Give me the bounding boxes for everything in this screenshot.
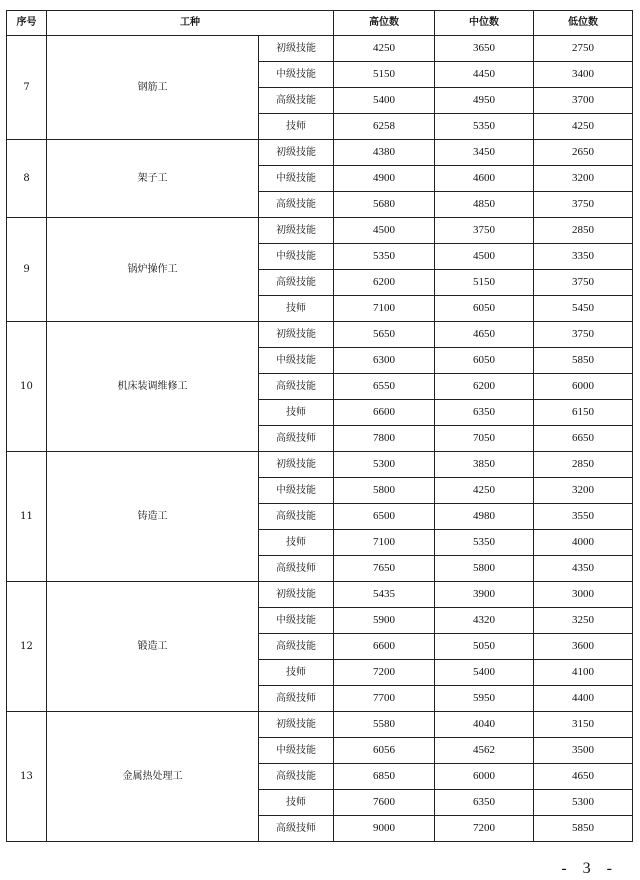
mid-cell: 6050 bbox=[435, 348, 534, 374]
job-cell: 锻造工 bbox=[47, 582, 259, 712]
low-cell: 5450 bbox=[534, 296, 633, 322]
low-cell: 4350 bbox=[534, 556, 633, 582]
high-cell: 6600 bbox=[334, 400, 435, 426]
header-low: 低位数 bbox=[534, 11, 633, 36]
table-row bbox=[7, 712, 633, 738]
mid-cell: 7050 bbox=[435, 426, 534, 452]
low-cell: 3600 bbox=[534, 634, 633, 660]
high-cell: 5435 bbox=[334, 582, 435, 608]
seq-cell: 13 bbox=[7, 712, 47, 842]
mid-cell: 5150 bbox=[435, 270, 534, 296]
mid-cell: 3650 bbox=[435, 36, 534, 62]
level-cell: 高级技能 bbox=[259, 504, 334, 530]
table-body bbox=[7, 36, 633, 842]
low-cell: 3700 bbox=[534, 88, 633, 114]
level-cell: 高级技能 bbox=[259, 764, 334, 790]
high-cell: 7200 bbox=[334, 660, 435, 686]
mid-cell: 4600 bbox=[435, 166, 534, 192]
high-cell: 4250 bbox=[334, 36, 435, 62]
level-cell: 技师 bbox=[259, 790, 334, 816]
seq-cell: 8 bbox=[7, 140, 47, 218]
level-cell: 初级技能 bbox=[259, 140, 334, 166]
high-cell: 5150 bbox=[334, 62, 435, 88]
level-cell: 初级技能 bbox=[259, 712, 334, 738]
mid-cell: 4500 bbox=[435, 244, 534, 270]
job-cell: 铸造工 bbox=[47, 452, 259, 582]
mid-cell: 5050 bbox=[435, 634, 534, 660]
job-cell: 架子工 bbox=[47, 140, 259, 218]
high-cell: 7100 bbox=[334, 296, 435, 322]
job-cell: 金属热处理工 bbox=[47, 712, 259, 842]
level-cell: 高级技能 bbox=[259, 192, 334, 218]
low-cell: 5850 bbox=[534, 348, 633, 374]
low-cell: 6650 bbox=[534, 426, 633, 452]
high-cell: 6258 bbox=[334, 114, 435, 140]
high-cell: 6056 bbox=[334, 738, 435, 764]
mid-cell: 4040 bbox=[435, 712, 534, 738]
level-cell: 高级技师 bbox=[259, 426, 334, 452]
low-cell: 3550 bbox=[534, 504, 633, 530]
high-cell: 5900 bbox=[334, 608, 435, 634]
mid-cell: 3850 bbox=[435, 452, 534, 478]
table-header bbox=[7, 11, 633, 36]
high-cell: 7700 bbox=[334, 686, 435, 712]
low-cell: 2850 bbox=[534, 218, 633, 244]
high-cell: 6850 bbox=[334, 764, 435, 790]
low-cell: 3400 bbox=[534, 62, 633, 88]
level-cell: 初级技能 bbox=[259, 218, 334, 244]
level-cell: 中级技能 bbox=[259, 738, 334, 764]
mid-cell: 6000 bbox=[435, 764, 534, 790]
low-cell: 3750 bbox=[534, 322, 633, 348]
table-row bbox=[7, 582, 633, 608]
low-cell: 5300 bbox=[534, 790, 633, 816]
mid-cell: 6200 bbox=[435, 374, 534, 400]
level-cell: 技师 bbox=[259, 660, 334, 686]
high-cell: 7600 bbox=[334, 790, 435, 816]
seq-cell: 9 bbox=[7, 218, 47, 322]
mid-cell: 3450 bbox=[435, 140, 534, 166]
low-cell: 3750 bbox=[534, 270, 633, 296]
level-cell: 中级技能 bbox=[259, 348, 334, 374]
low-cell: 3150 bbox=[534, 712, 633, 738]
low-cell: 3350 bbox=[534, 244, 633, 270]
low-cell: 3500 bbox=[534, 738, 633, 764]
level-cell: 初级技能 bbox=[259, 322, 334, 348]
high-cell: 9000 bbox=[334, 816, 435, 842]
mid-cell: 4650 bbox=[435, 322, 534, 348]
high-cell: 4500 bbox=[334, 218, 435, 244]
mid-cell: 5350 bbox=[435, 114, 534, 140]
mid-cell: 7200 bbox=[435, 816, 534, 842]
high-cell: 5680 bbox=[334, 192, 435, 218]
low-cell: 3000 bbox=[534, 582, 633, 608]
low-cell: 5850 bbox=[534, 816, 633, 842]
seq-cell: 10 bbox=[7, 322, 47, 452]
seq-cell: 11 bbox=[7, 452, 47, 582]
mid-cell: 5950 bbox=[435, 686, 534, 712]
low-cell: 3200 bbox=[534, 166, 633, 192]
level-cell: 中级技能 bbox=[259, 166, 334, 192]
low-cell: 2850 bbox=[534, 452, 633, 478]
low-cell: 6000 bbox=[534, 374, 633, 400]
header-mid: 中位数 bbox=[435, 11, 534, 36]
mid-cell: 6050 bbox=[435, 296, 534, 322]
mid-cell: 3900 bbox=[435, 582, 534, 608]
low-cell: 3250 bbox=[534, 608, 633, 634]
table-row bbox=[7, 452, 633, 478]
seq-cell: 7 bbox=[7, 36, 47, 140]
low-cell: 4100 bbox=[534, 660, 633, 686]
header-high: 高位数 bbox=[334, 11, 435, 36]
high-cell: 5300 bbox=[334, 452, 435, 478]
high-cell: 6300 bbox=[334, 348, 435, 374]
header-row bbox=[7, 11, 633, 36]
low-cell: 6150 bbox=[534, 400, 633, 426]
level-cell: 高级技能 bbox=[259, 374, 334, 400]
level-cell: 技师 bbox=[259, 400, 334, 426]
level-cell: 中级技能 bbox=[259, 478, 334, 504]
level-cell: 中级技能 bbox=[259, 244, 334, 270]
mid-cell: 5350 bbox=[435, 530, 534, 556]
low-cell: 4250 bbox=[534, 114, 633, 140]
high-cell: 5800 bbox=[334, 478, 435, 504]
job-cell: 钢筋工 bbox=[47, 36, 259, 140]
mid-cell: 4850 bbox=[435, 192, 534, 218]
job-cell: 锅炉操作工 bbox=[47, 218, 259, 322]
seq-cell: 12 bbox=[7, 582, 47, 712]
low-cell: 3750 bbox=[534, 192, 633, 218]
job-cell: 机床装调维修工 bbox=[47, 322, 259, 452]
table-row bbox=[7, 322, 633, 348]
wage-table bbox=[6, 10, 633, 842]
mid-cell: 4950 bbox=[435, 88, 534, 114]
level-cell: 高级技能 bbox=[259, 88, 334, 114]
level-cell: 高级技能 bbox=[259, 270, 334, 296]
high-cell: 4900 bbox=[334, 166, 435, 192]
level-cell: 中级技能 bbox=[259, 608, 334, 634]
table-row bbox=[7, 140, 633, 166]
level-cell: 中级技能 bbox=[259, 62, 334, 88]
level-cell: 技师 bbox=[259, 530, 334, 556]
high-cell: 6200 bbox=[334, 270, 435, 296]
header-job: 工种 bbox=[47, 11, 334, 36]
level-cell: 初级技能 bbox=[259, 582, 334, 608]
mid-cell: 4250 bbox=[435, 478, 534, 504]
mid-cell: 4980 bbox=[435, 504, 534, 530]
low-cell: 2750 bbox=[534, 36, 633, 62]
level-cell: 高级技能 bbox=[259, 634, 334, 660]
level-cell: 初级技能 bbox=[259, 36, 334, 62]
low-cell: 4650 bbox=[534, 764, 633, 790]
low-cell: 4400 bbox=[534, 686, 633, 712]
high-cell: 7800 bbox=[334, 426, 435, 452]
level-cell: 技师 bbox=[259, 114, 334, 140]
level-cell: 高级技师 bbox=[259, 686, 334, 712]
high-cell: 7100 bbox=[334, 530, 435, 556]
low-cell: 2650 bbox=[534, 140, 633, 166]
high-cell: 6500 bbox=[334, 504, 435, 530]
mid-cell: 4450 bbox=[435, 62, 534, 88]
level-cell: 高级技师 bbox=[259, 556, 334, 582]
page-number: - 3 - bbox=[561, 860, 618, 877]
mid-cell: 3750 bbox=[435, 218, 534, 244]
high-cell: 5400 bbox=[334, 88, 435, 114]
high-cell: 5580 bbox=[334, 712, 435, 738]
high-cell: 6550 bbox=[334, 374, 435, 400]
level-cell: 初级技能 bbox=[259, 452, 334, 478]
high-cell: 7650 bbox=[334, 556, 435, 582]
level-cell: 技师 bbox=[259, 296, 334, 322]
high-cell: 6600 bbox=[334, 634, 435, 660]
header-seq: 序号 bbox=[7, 11, 47, 36]
table-row bbox=[7, 36, 633, 62]
mid-cell: 4320 bbox=[435, 608, 534, 634]
low-cell: 4000 bbox=[534, 530, 633, 556]
high-cell: 5650 bbox=[334, 322, 435, 348]
low-cell: 3200 bbox=[534, 478, 633, 504]
mid-cell: 6350 bbox=[435, 400, 534, 426]
mid-cell: 4562 bbox=[435, 738, 534, 764]
table-row bbox=[7, 218, 633, 244]
mid-cell: 6350 bbox=[435, 790, 534, 816]
high-cell: 4380 bbox=[334, 140, 435, 166]
mid-cell: 5400 bbox=[435, 660, 534, 686]
mid-cell: 5800 bbox=[435, 556, 534, 582]
high-cell: 5350 bbox=[334, 244, 435, 270]
level-cell: 高级技师 bbox=[259, 816, 334, 842]
